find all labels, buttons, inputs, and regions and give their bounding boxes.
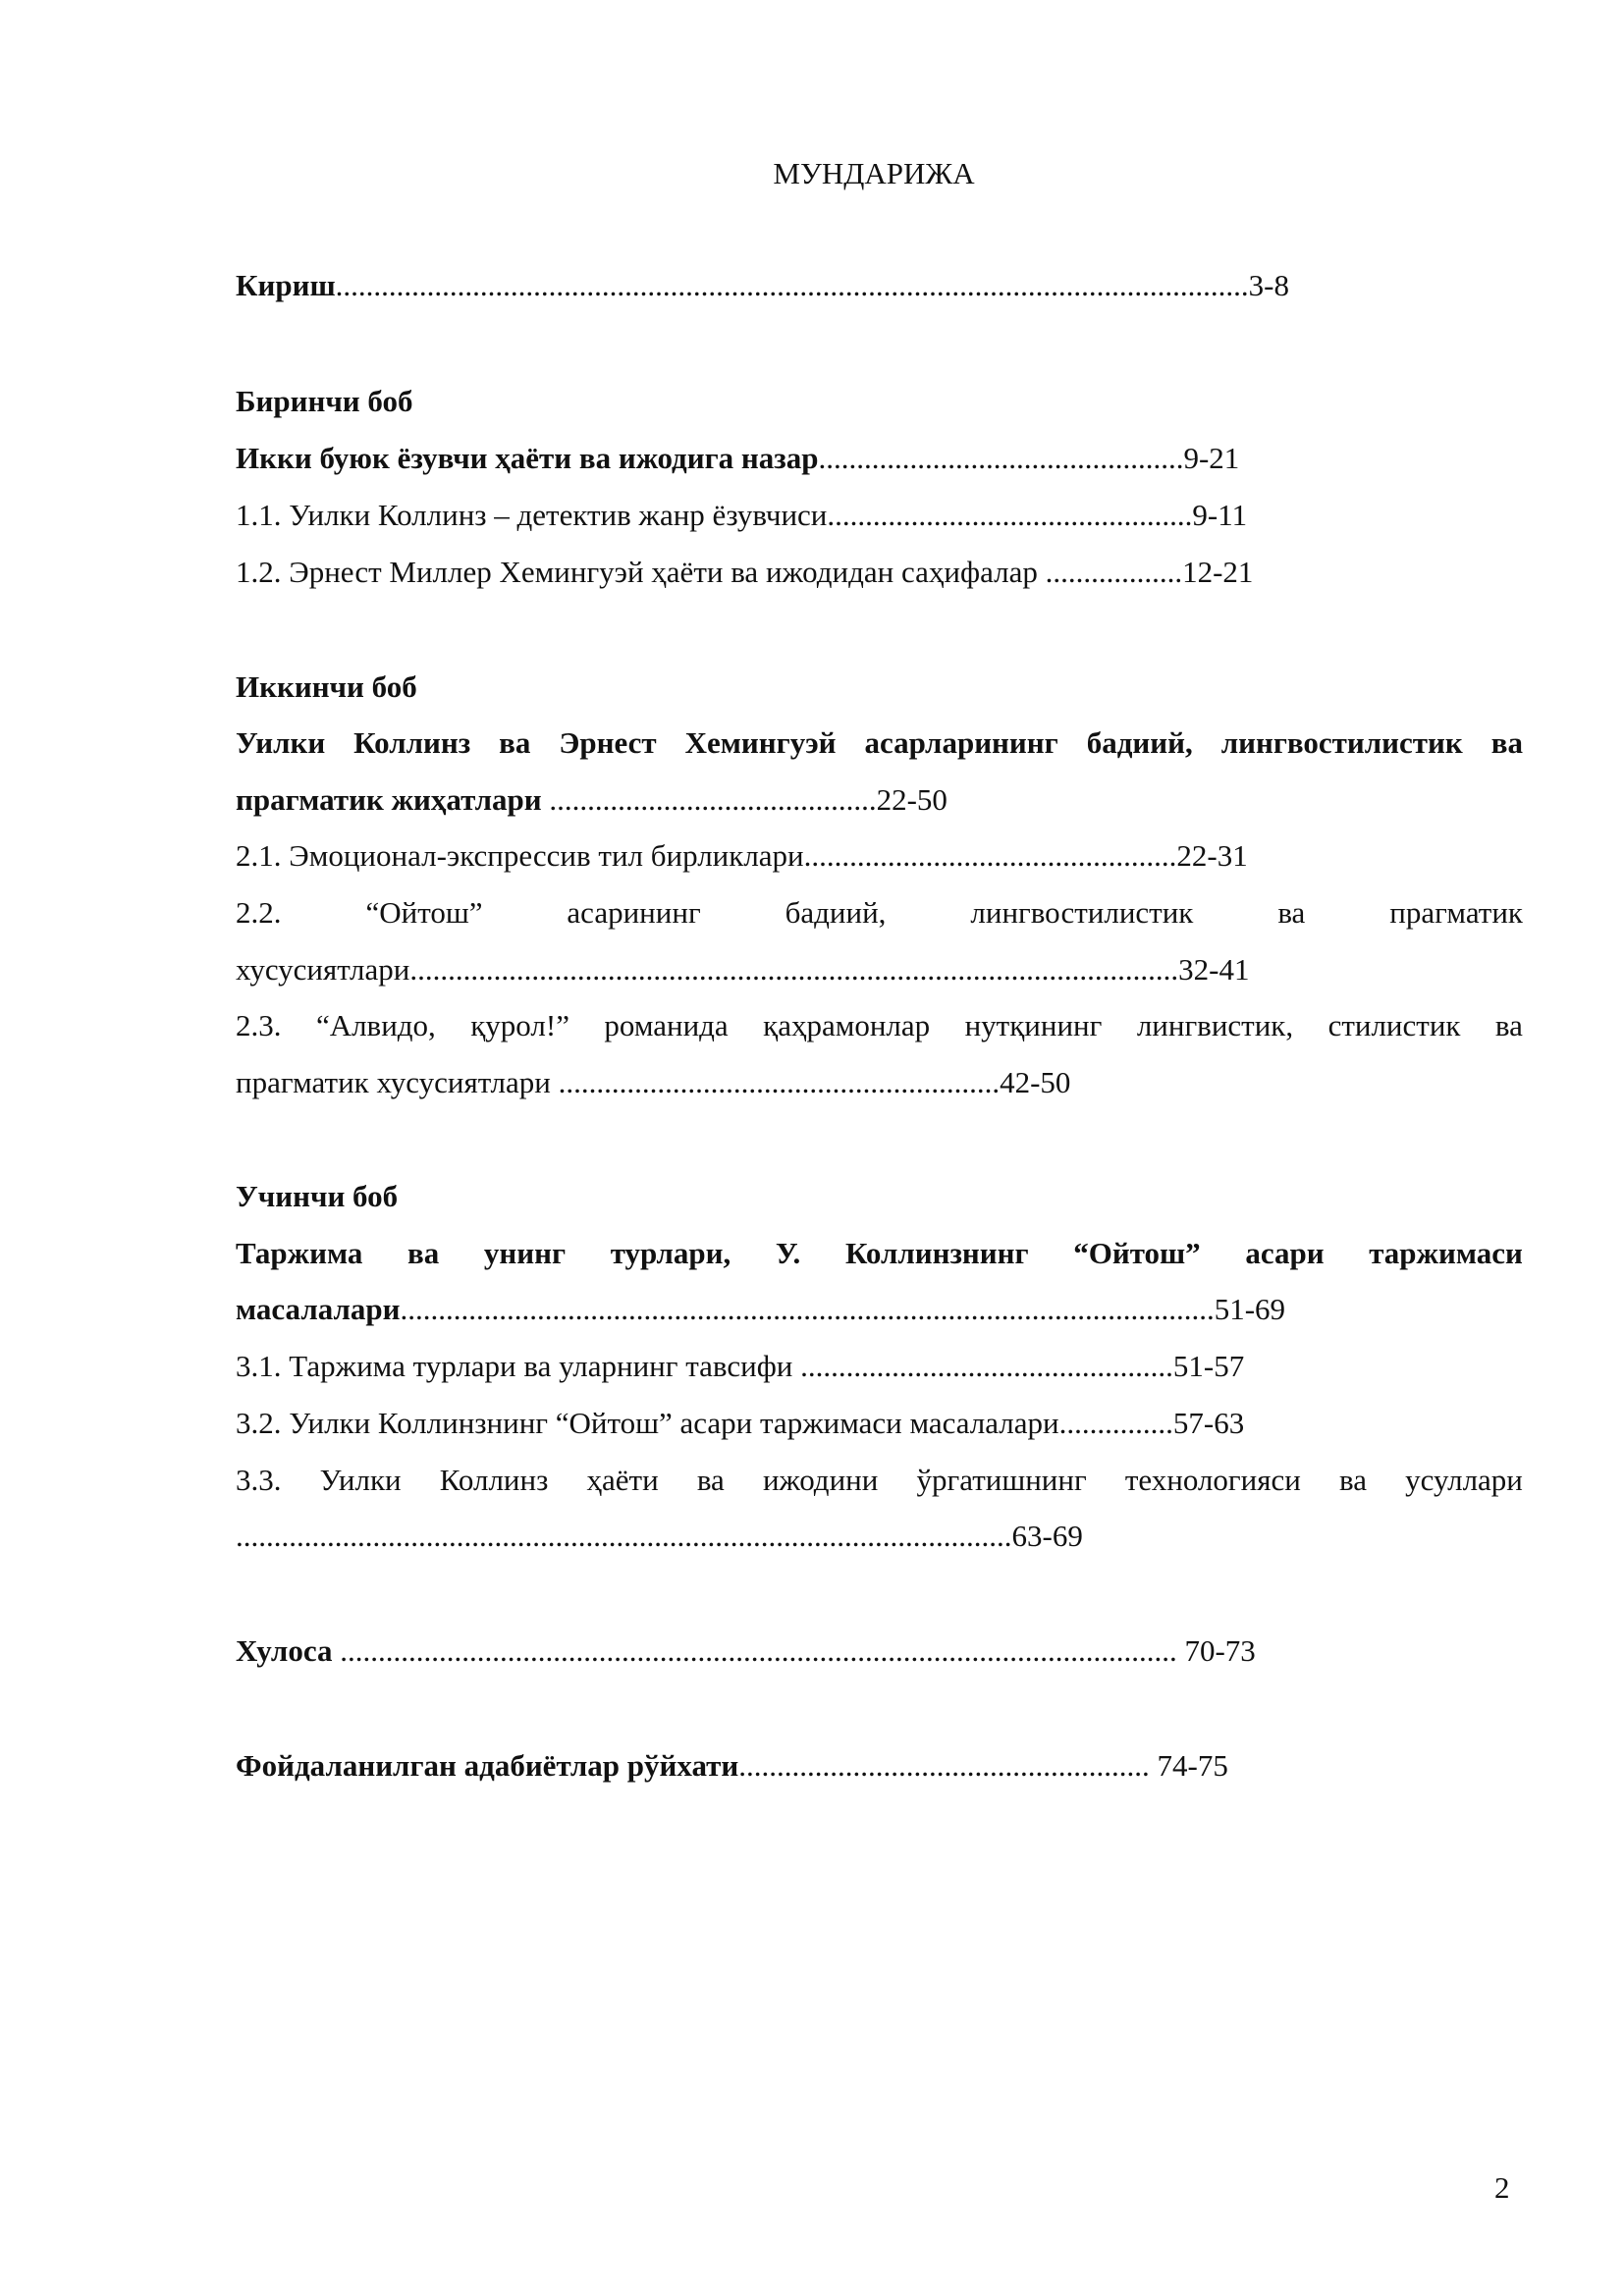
chapter1-title-dots: ................................................ (818, 441, 1184, 475)
toc-entry-3-1 (236, 1348, 1244, 1385)
section-2-2-dots: ..................................................................................................... (409, 952, 1179, 987)
section-2-2-word: лингвостилистик (970, 895, 1194, 930)
chapter3-title-dots: ........................................................................................................... (400, 1292, 1215, 1326)
section-2-1-pages: 22-31 (1176, 838, 1248, 873)
chapter2-title-line2 (236, 781, 947, 819)
toc-entry-3-3-line1 (236, 1462, 1523, 1499)
toc-entry-2-1 (236, 837, 1248, 875)
chapter2-title-word: Хемингуэй (684, 725, 837, 760)
chapter3-title-line1 (236, 1235, 1523, 1272)
toc-entry-1-1 (236, 497, 1247, 534)
chapter1-title: Икки буюк ёзувчи ҳаёти ва ижодига назар (236, 441, 819, 475)
section-1-2-pages: 12-21 (1182, 555, 1254, 589)
chapter3-title-end: масалалари (236, 1292, 401, 1326)
toc-entry-2-3-line2 (236, 1064, 1070, 1101)
section-2-3-dots: .......................................................... (558, 1065, 1001, 1099)
toc-entry-2-2-line2 (236, 951, 1249, 988)
section-3-1-pages: 51-57 (1172, 1349, 1245, 1383)
chapter3-title-word: У. (775, 1236, 801, 1270)
section-3-2-pages: 57-63 (1172, 1406, 1245, 1440)
chapter1-title-entry (236, 440, 1239, 477)
toc-entry-2-2-line1 (236, 894, 1523, 932)
section-2-3-word: қурол!” (470, 1008, 569, 1042)
section-3-3-dots: ...................................................................................................... (236, 1519, 1012, 1553)
section-3-3-word: технологияси (1124, 1463, 1301, 1497)
chapter2-title-word: Эрнест (559, 725, 657, 760)
intro-dots: ........................................................................................................................ (335, 268, 1249, 302)
section-2-2-word: “Ойтош” (365, 895, 483, 930)
section-1-2-text: 1.2. Эрнест Миллер Хемингуэй ҳаёти ва ижодидан саҳифалар (236, 555, 1046, 589)
chapter2-heading: Иккинчи боб (236, 669, 417, 704)
section-2-3-word: ва (1494, 1008, 1523, 1042)
chapter3-heading: Учинчи боб (236, 1179, 399, 1213)
section-2-2-end: хусусиятлари (236, 952, 410, 987)
chapter2-title-word: ва (499, 725, 531, 760)
chapter2-title-word: Уилки (236, 725, 326, 760)
chapter3-title-word: Таржима (236, 1236, 363, 1270)
chapter2-title-word: асарларининг (864, 725, 1058, 760)
conclusion-pages: 70-73 (1184, 1633, 1256, 1668)
section-3-3-word: ҳаёти (586, 1463, 659, 1497)
toc-entry-2-3-line1 (236, 1007, 1523, 1044)
toc-entry-3-3-line2 (236, 1518, 1083, 1555)
references-dots: ...................................................... (738, 1748, 1158, 1783)
chapter1-heading: Биринчи боб (236, 384, 413, 418)
chapter3-title-word: таржимаси (1369, 1236, 1523, 1270)
section-1-1-pages: 9-11 (1192, 498, 1248, 532)
section-2-2-word: 2.2. (236, 895, 282, 930)
section-2-2-word: асарининг (567, 895, 701, 930)
section-3-3-word: ижодини (762, 1463, 879, 1497)
section-2-2-pages: 32-41 (1178, 952, 1250, 987)
section-2-1-text: 2.1. Эмоционал-экспрессив тил бирликлари (236, 838, 804, 873)
section-2-3-word: “Алвидо, (315, 1008, 436, 1042)
chapter3-title-pages: 51-69 (1214, 1292, 1286, 1326)
section-2-1-dots: ................................................. (803, 838, 1177, 873)
chapter3-title-word: унинг (483, 1236, 567, 1270)
intro-label: Кириш (236, 268, 336, 302)
section-2-3-word: стилистик (1327, 1008, 1461, 1042)
chapter2-title-pages: 22-50 (876, 782, 947, 817)
chapter2-title-word: бадиий, (1086, 725, 1193, 760)
section-3-3-pages: 63-69 (1011, 1519, 1083, 1553)
section-3-3-word: усуллари (1405, 1463, 1523, 1497)
intro-pages: 3-8 (1248, 268, 1289, 302)
section-2-2-word: ва (1277, 895, 1306, 930)
chapter2-title-word: Коллинз (353, 725, 471, 760)
section-3-3-word: 3.3. (236, 1463, 282, 1497)
section-2-3-word: 2.3. (236, 1008, 282, 1042)
toc-entry-references (236, 1747, 1228, 1785)
section-1-1-dots: ................................................ (827, 498, 1193, 532)
chapter3-title-word: Коллинзнинг (844, 1236, 1029, 1270)
toc-entry-conclusion (236, 1632, 1256, 1670)
chapter3-title-line2 (236, 1291, 1285, 1328)
chapter2-title-dots: ........................................... (541, 782, 877, 817)
section-3-3-word: Уилки (319, 1463, 402, 1497)
toc-entry-3-2 (236, 1405, 1244, 1442)
chapter3-title-word: “Ойтош” (1073, 1236, 1201, 1270)
conclusion-label: Хулоса (236, 1633, 333, 1668)
toc-title: МУНДАРИЖА (773, 156, 975, 190)
section-3-3-word: ва (1338, 1463, 1367, 1497)
conclusion-dots: .............................................................................................................. (332, 1633, 1185, 1668)
section-1-2-dots: .................. (1045, 555, 1183, 589)
section-2-3-pages: 42-50 (1000, 1065, 1071, 1099)
section-2-3-word: қаҳрамонлар (763, 1008, 931, 1042)
section-2-3-end: прагматик хусусиятлари (236, 1065, 559, 1099)
section-3-2-text: 3.2. Уилки Коллинзнинг “Ойтош” асари таржимаси масалалари (236, 1406, 1059, 1440)
references-label: Фойдаланилган адабиётлар рўйхати (236, 1748, 739, 1783)
section-3-3-word: ва (696, 1463, 725, 1497)
references-pages: 74-75 (1157, 1748, 1228, 1783)
section-3-2-dots: ............... (1058, 1406, 1173, 1440)
chapter3-title-word: асари (1245, 1236, 1325, 1270)
section-2-3-word: лингвистик, (1136, 1008, 1294, 1042)
chapter2-title-word: ва (1490, 725, 1523, 760)
section-3-1-dots: ................................................. (800, 1349, 1173, 1383)
section-2-2-word: прагматик (1389, 895, 1523, 930)
section-3-3-word: ўргатишнинг (916, 1463, 1087, 1497)
chapter2-title-word: лингвостилистик (1220, 725, 1463, 760)
chapter3-title-word: ва (407, 1236, 440, 1270)
section-2-3-word: нутқининг (964, 1008, 1103, 1042)
section-1-1-text: 1.1. Уилки Коллинз – детектив жанр ёзувчиси (236, 498, 828, 532)
chapter2-title-line1 (236, 724, 1523, 762)
section-3-3-word: Коллинз (439, 1463, 549, 1497)
toc-entry-intro (236, 267, 1289, 304)
chapter2-title-end: прагматик жиҳатлари (236, 782, 542, 817)
toc-entry-1-2 (236, 554, 1253, 591)
section-3-1-text: 3.1. Таржима турлари ва уларнинг тавсифи (236, 1349, 801, 1383)
section-2-2-word: бадиий, (785, 895, 887, 930)
page-number: 2 (1494, 2170, 1510, 2205)
chapter1-title-pages: 9-21 (1183, 441, 1240, 475)
chapter3-title-word: турлари, (610, 1236, 731, 1270)
section-2-3-word: романида (604, 1008, 729, 1042)
